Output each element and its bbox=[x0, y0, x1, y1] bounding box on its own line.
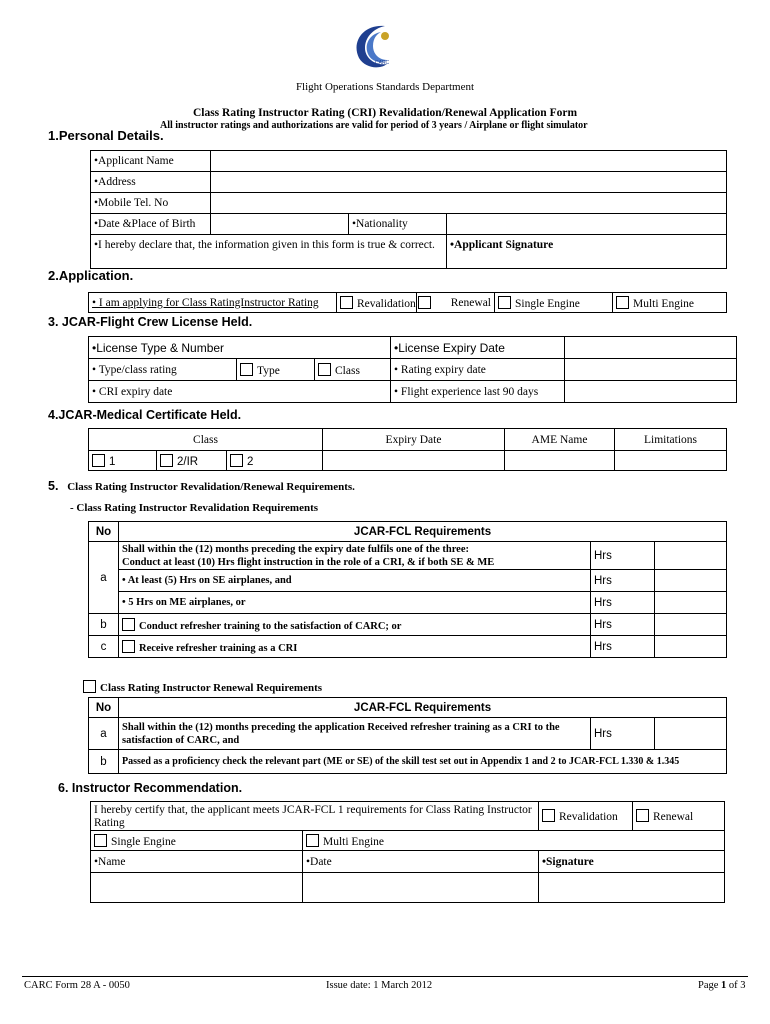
reval-row-c-label: c bbox=[89, 636, 119, 658]
cri-expiry-label: • CRI expiry date bbox=[89, 381, 391, 403]
medical-class-1[interactable]: 1 bbox=[89, 451, 157, 471]
renewal-col-no: No bbox=[89, 698, 119, 718]
rec-signature-label: •Signature bbox=[539, 851, 725, 873]
type-class-rating-label: • Type/class rating bbox=[89, 359, 237, 381]
department-name: Flight Operations Standards Department bbox=[295, 81, 475, 93]
rec-single-engine-option[interactable]: Single Engine bbox=[91, 831, 303, 851]
rec-revalidation-option[interactable]: Revalidation bbox=[539, 802, 633, 831]
type-option[interactable]: Type bbox=[237, 359, 315, 381]
section4-title: 4.JCAR-Medical Certificate Held. bbox=[48, 408, 242, 422]
rating-expiry-field[interactable] bbox=[565, 359, 737, 381]
revalidation-subtitle: - Class Rating Instructor Revalidation Requirements bbox=[70, 502, 319, 514]
rec-date-label: •Date bbox=[303, 851, 539, 873]
license-table bbox=[88, 336, 737, 403]
reval-b-checkbox[interactable] bbox=[122, 618, 135, 631]
multi-engine-option[interactable]: Multi Engine bbox=[613, 293, 727, 313]
reval-row-a-text: Shall within the (12) months preceding the expiry date fulfils one of the three: Conduct at least (10) Hrs flight instruction in the role of a CRI, & if both SE & ME bbox=[119, 542, 591, 570]
reval-a-hrs-2-field[interactable] bbox=[655, 570, 727, 592]
applicant-signature-field[interactable]: •Applicant Signature bbox=[447, 235, 727, 269]
reval-a-hrs-1-field[interactable] bbox=[655, 542, 727, 570]
address-field[interactable] bbox=[211, 172, 727, 193]
rec-multi-engine-checkbox[interactable] bbox=[306, 834, 319, 847]
dob-label: •Date &Place of Birth bbox=[91, 214, 211, 235]
footer-form-no: CARC Form 28 A - 0050 bbox=[24, 980, 130, 991]
flight-experience-label: • Flight experience last 90 days bbox=[391, 381, 565, 403]
medical-col-class: Class bbox=[89, 429, 323, 451]
section6-title: 6. Instructor Recommendation. bbox=[58, 781, 243, 795]
multi-engine-checkbox[interactable] bbox=[616, 296, 629, 309]
renewal-row-b-label: b bbox=[89, 750, 119, 774]
section2-title: 2.Application. bbox=[48, 268, 134, 283]
single-engine-option[interactable]: Single Engine bbox=[495, 293, 613, 313]
renewal-row-a-label: a bbox=[89, 718, 119, 750]
single-engine-checkbox[interactable] bbox=[498, 296, 511, 309]
license-expiry-label: •License Expiry Date bbox=[391, 337, 565, 359]
reval-c-checkbox[interactable] bbox=[122, 640, 135, 653]
address-label: •Address bbox=[91, 172, 211, 193]
medical-col-ame: AME Name bbox=[505, 429, 615, 451]
revalidation-table bbox=[88, 521, 727, 658]
class-option[interactable]: Class bbox=[315, 359, 391, 381]
footer-page: Page 1 of 3 bbox=[698, 980, 746, 991]
reval-row-a-label: a bbox=[89, 542, 119, 614]
footer-divider bbox=[22, 976, 748, 977]
section1-title: 1.Personal Details. bbox=[48, 128, 164, 143]
reval-col-req: JCAR-FCL Requirements bbox=[119, 522, 727, 542]
renewal-a-hrs-field[interactable] bbox=[655, 718, 727, 750]
renewal-table bbox=[88, 697, 727, 774]
rec-revalidation-checkbox[interactable] bbox=[542, 809, 555, 822]
reval-a-hrs-3: Hrs bbox=[591, 592, 655, 614]
renewal-row-b-text: Passed as a proficiency check the relevant part (ME or SE) of the skill test set out in Appendix 1 and 2 to JCAR-FCL 1.330 & 1.345 bbox=[119, 750, 727, 774]
revalidation-checkbox[interactable] bbox=[340, 296, 353, 309]
form-subtitle: All instructor ratings and authorizations are valid for period of 3 years / Airplane or flight simulator bbox=[160, 120, 588, 131]
medical-class-1-checkbox[interactable] bbox=[92, 454, 105, 467]
medical-col-limitations: Limitations bbox=[615, 429, 727, 451]
personal-details-table bbox=[90, 150, 727, 269]
reval-row-c[interactable]: Receive refresher training as a CRI bbox=[119, 636, 591, 658]
applicant-name-field[interactable] bbox=[211, 151, 727, 172]
license-type-label: •License Type & Number bbox=[89, 337, 391, 359]
carc-logo-icon bbox=[345, 18, 405, 78]
rec-renewal-checkbox[interactable] bbox=[636, 809, 649, 822]
renewal-option[interactable]: Renewal bbox=[417, 293, 495, 313]
carc-logo bbox=[345, 18, 405, 78]
medical-table bbox=[88, 428, 727, 471]
reval-row-a-me: • 5 Hrs on ME airplanes, or bbox=[119, 592, 591, 614]
reval-c-hrs: Hrs bbox=[591, 636, 655, 658]
reval-row-b[interactable]: Conduct refresher training to the satisfaction of CARC; or bbox=[119, 614, 591, 636]
reval-b-hrs: Hrs bbox=[591, 614, 655, 636]
medical-class-2-checkbox[interactable] bbox=[230, 454, 243, 467]
reval-c-hrs-field[interactable] bbox=[655, 636, 727, 658]
rec-single-engine-checkbox[interactable] bbox=[94, 834, 107, 847]
applying-text: • I am applying for Class RatingInstructor Rating bbox=[89, 293, 337, 313]
renewal-col-req: JCAR-FCL Requirements bbox=[119, 698, 727, 718]
nationality-field[interactable] bbox=[447, 214, 727, 235]
reval-a-hrs-3-field[interactable] bbox=[655, 592, 727, 614]
medical-col-expiry: Expiry Date bbox=[323, 429, 505, 451]
renewal-a-hrs: Hrs bbox=[591, 718, 655, 750]
reval-row-b-label: b bbox=[89, 614, 119, 636]
renewal-row-a-text: Shall within the (12) months preceding the application Received refresher training as a CRI to the satisfaction of CARC, and bbox=[119, 718, 591, 750]
applicant-name-label: •Applicant Name bbox=[91, 151, 211, 172]
renewal-requirements-checkbox[interactable] bbox=[83, 680, 96, 693]
dob-field[interactable] bbox=[211, 214, 349, 235]
mobile-field[interactable] bbox=[211, 193, 727, 214]
footer-issue-date: Issue date: 1 March 2012 bbox=[326, 980, 433, 991]
renewal-requirements-title[interactable]: Class Rating Instructor Renewal Requirements bbox=[83, 680, 322, 694]
medical-class-2ir-checkbox[interactable] bbox=[160, 454, 173, 467]
recommendation-table bbox=[90, 801, 725, 903]
nationality-label: •Nationality bbox=[349, 214, 447, 235]
class-checkbox[interactable] bbox=[318, 363, 331, 376]
rec-date-field[interactable] bbox=[303, 873, 539, 903]
license-expiry-field[interactable] bbox=[565, 337, 737, 359]
rec-name-label: •Name bbox=[91, 851, 303, 873]
section5-title: 5. Class Rating Instructor Revalidation/Renewal Requirements. bbox=[48, 479, 355, 493]
declaration-text: •I hereby declare that, the information given in this form is true & correct. bbox=[91, 235, 447, 269]
reval-col-no: No bbox=[89, 522, 119, 542]
svg-text:CARC: CARC bbox=[375, 60, 390, 66]
rec-signature-field[interactable] bbox=[539, 873, 725, 903]
application-table bbox=[88, 292, 727, 313]
reval-a-hrs-1: Hrs bbox=[591, 542, 655, 570]
rec-renewal-option[interactable]: Renewal bbox=[633, 802, 725, 831]
medical-ame-field[interactable] bbox=[505, 451, 615, 471]
medical-expiry-field[interactable] bbox=[323, 451, 505, 471]
certify-text: I hereby certify that, the applicant meets JCAR-FCL 1 requirements for Class Rating Instructor Rating bbox=[91, 802, 539, 831]
reval-row-a-se: • At least (5) Hrs on SE airplanes, and bbox=[119, 570, 591, 592]
reval-b-hrs-field[interactable] bbox=[655, 614, 727, 636]
rec-name-field[interactable] bbox=[91, 873, 303, 903]
section3-title: 3. JCAR-Flight Crew License Held. bbox=[48, 315, 253, 329]
reval-a-hrs-2: Hrs bbox=[591, 570, 655, 592]
rec-multi-engine-option[interactable]: Multi Engine bbox=[303, 831, 725, 851]
form-title: Class Rating Instructor Rating (CRI) Revalidation/Renewal Application Form bbox=[192, 107, 578, 119]
renewal-checkbox[interactable] bbox=[418, 296, 431, 309]
medical-class-2[interactable]: 2 bbox=[227, 451, 323, 471]
type-checkbox[interactable] bbox=[240, 363, 253, 376]
medical-limitations-field[interactable] bbox=[615, 451, 727, 471]
mobile-label: •Mobile Tel. No bbox=[91, 193, 211, 214]
medical-class-2ir[interactable]: 2/IR bbox=[157, 451, 227, 471]
revalidation-option[interactable]: Revalidation bbox=[337, 293, 417, 313]
rating-expiry-label: • Rating expiry date bbox=[391, 359, 565, 381]
flight-experience-field[interactable] bbox=[565, 381, 737, 403]
